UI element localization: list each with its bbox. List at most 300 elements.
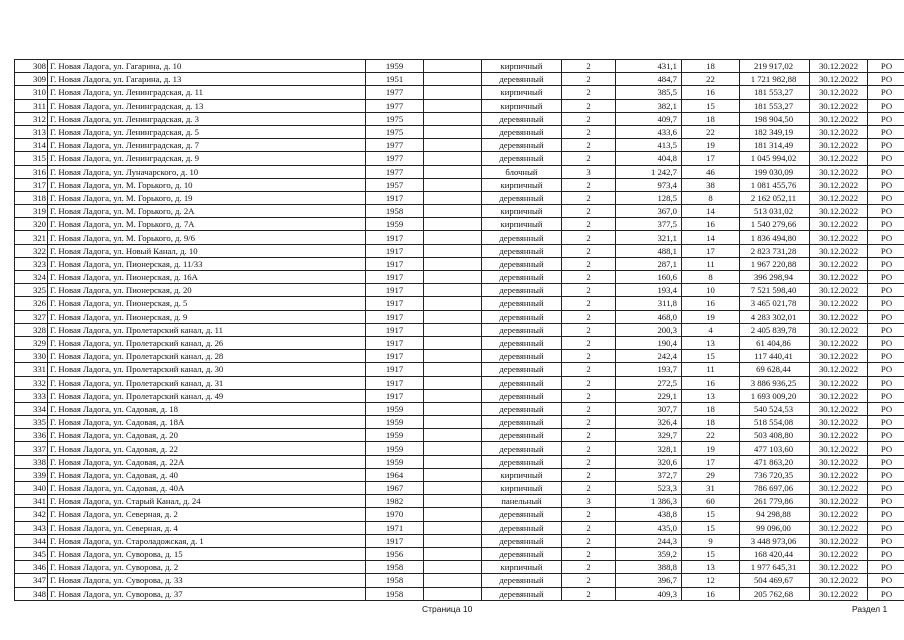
cell-floors: 2: [562, 389, 616, 402]
cell-program: РО: [868, 376, 904, 389]
cell-date: 30.12.2022: [810, 416, 868, 429]
cell-residents: 18: [682, 416, 740, 429]
cell-floors: 2: [562, 323, 616, 336]
cell-program: РО: [868, 257, 904, 270]
cell-address: Г. Новая Ладога, ул. М. Горького, д. 7А: [48, 218, 366, 231]
table-row: [15, 218, 904, 231]
cell-area: 438,8: [616, 508, 682, 521]
cell-area: 193,7: [616, 363, 682, 376]
cell-area: 1 386,3: [616, 495, 682, 508]
cell-date: 30.12.2022: [810, 152, 868, 165]
cell-cost: 513 031,02: [740, 205, 810, 218]
cell-year-built: 1956: [366, 547, 424, 560]
cell-address: Г. Новая Ладога, ул. Пионерская, д. 20: [48, 284, 366, 297]
cell-area: 193,4: [616, 284, 682, 297]
cell-address: Г. Новая Ладога, ул. Суворова, д. 15: [48, 547, 366, 560]
cell-row-number: 317: [15, 178, 48, 191]
cell-date: 30.12.2022: [810, 205, 868, 218]
cell-row-number: 346: [15, 561, 48, 574]
cell-program: РО: [868, 86, 904, 99]
cell-floors: 2: [562, 271, 616, 284]
cell-floors: 2: [562, 336, 616, 349]
cell-residents: 19: [682, 442, 740, 455]
cell-residents: 38: [682, 178, 740, 191]
cell-cost: 1 967 220,88: [740, 257, 810, 270]
cell-row-number: 325: [15, 284, 48, 297]
cell-cost: 1 081 455,76: [740, 178, 810, 191]
cell-floors: 2: [562, 231, 616, 244]
table-row: [15, 323, 904, 336]
cell-blank-cell: [424, 350, 482, 363]
page-number: Страница 10: [422, 604, 473, 614]
table-body: [15, 60, 904, 601]
cell-program: РО: [868, 284, 904, 297]
cell-cost: 261 779,86: [740, 495, 810, 508]
table-row: [15, 191, 904, 204]
cell-wall-material: деревянный: [482, 125, 562, 138]
table-row: [15, 350, 904, 363]
cell-area: 287,1: [616, 257, 682, 270]
cell-date: 30.12.2022: [810, 60, 868, 73]
cell-row-number: 329: [15, 336, 48, 349]
cell-year-built: 1957: [366, 178, 424, 191]
cell-residents: 18: [682, 112, 740, 125]
cell-blank-cell: [424, 191, 482, 204]
cell-area: 367,0: [616, 205, 682, 218]
cell-year-built: 1977: [366, 165, 424, 178]
cell-wall-material: деревянный: [482, 310, 562, 323]
cell-row-number: 322: [15, 244, 48, 257]
cell-program: РО: [868, 587, 904, 600]
cell-row-number: 328: [15, 323, 48, 336]
cell-wall-material: кирпичный: [482, 99, 562, 112]
cell-date: 30.12.2022: [810, 191, 868, 204]
cell-row-number: 342: [15, 508, 48, 521]
cell-year-built: 1951: [366, 73, 424, 86]
cell-floors: 2: [562, 350, 616, 363]
table-row: [15, 257, 904, 270]
cell-year-built: 1977: [366, 139, 424, 152]
cell-cost: 786 697,06: [740, 482, 810, 495]
cell-area: 435,0: [616, 521, 682, 534]
cell-year-built: 1958: [366, 574, 424, 587]
table-row: [15, 482, 904, 495]
cell-wall-material: деревянный: [482, 350, 562, 363]
cell-area: 329,7: [616, 429, 682, 442]
cell-floors: 2: [562, 508, 616, 521]
cell-date: 30.12.2022: [810, 112, 868, 125]
cell-wall-material: деревянный: [482, 442, 562, 455]
cell-cost: 219 917,02: [740, 60, 810, 73]
table-row: [15, 429, 904, 442]
cell-year-built: 1959: [366, 402, 424, 415]
table-row: [15, 112, 904, 125]
table-row: [15, 86, 904, 99]
cell-program: РО: [868, 574, 904, 587]
cell-address: Г. Новая Ладога, ул. Ленинградская, д. 13: [48, 99, 366, 112]
cell-blank-cell: [424, 125, 482, 138]
cell-floors: 2: [562, 521, 616, 534]
cell-row-number: 323: [15, 257, 48, 270]
cell-address: Г. Новая Ладога, ул. Пролетарский канал, д. 28: [48, 350, 366, 363]
cell-year-built: 1917: [366, 350, 424, 363]
cell-floors: 2: [562, 455, 616, 468]
cell-cost: 504 469,67: [740, 574, 810, 587]
cell-blank-cell: [424, 429, 482, 442]
table-row: [15, 389, 904, 402]
cell-area: 409,7: [616, 112, 682, 125]
cell-blank-cell: [424, 271, 482, 284]
cell-program: РО: [868, 297, 904, 310]
cell-date: 30.12.2022: [810, 73, 868, 86]
cell-program: РО: [868, 178, 904, 191]
cell-wall-material: деревянный: [482, 191, 562, 204]
cell-row-number: 311: [15, 99, 48, 112]
table-row: [15, 205, 904, 218]
cell-year-built: 1959: [366, 455, 424, 468]
cell-program: РО: [868, 482, 904, 495]
cell-date: 30.12.2022: [810, 178, 868, 191]
cell-cost: 518 554,08: [740, 416, 810, 429]
cell-date: 30.12.2022: [810, 402, 868, 415]
cell-area: 404,8: [616, 152, 682, 165]
cell-row-number: 339: [15, 468, 48, 481]
cell-blank-cell: [424, 508, 482, 521]
cell-area: 326,4: [616, 416, 682, 429]
cell-program: РО: [868, 389, 904, 402]
cell-wall-material: кирпичный: [482, 86, 562, 99]
cell-floors: 2: [562, 86, 616, 99]
cell-area: 488,1: [616, 244, 682, 257]
cell-row-number: 308: [15, 60, 48, 73]
cell-cost: 117 440,41: [740, 350, 810, 363]
cell-floors: 2: [562, 284, 616, 297]
cell-year-built: 1975: [366, 112, 424, 125]
cell-blank-cell: [424, 244, 482, 257]
cell-wall-material: деревянный: [482, 297, 562, 310]
cell-year-built: 1958: [366, 587, 424, 600]
cell-floors: 2: [562, 244, 616, 257]
cell-floors: 2: [562, 257, 616, 270]
cell-cost: 69 628,44: [740, 363, 810, 376]
cell-floors: 2: [562, 468, 616, 481]
cell-wall-material: кирпичный: [482, 561, 562, 574]
cell-year-built: 1917: [366, 376, 424, 389]
cell-residents: 18: [682, 402, 740, 415]
cell-year-built: 1917: [366, 284, 424, 297]
table-row: [15, 363, 904, 376]
cell-wall-material: деревянный: [482, 389, 562, 402]
cell-wall-material: деревянный: [482, 508, 562, 521]
cell-address: Г. Новая Ладога, ул. Ленинградская, д. 5: [48, 125, 366, 138]
cell-floors: 2: [562, 73, 616, 86]
cell-blank-cell: [424, 442, 482, 455]
cell-date: 30.12.2022: [810, 310, 868, 323]
cell-address: Г. Новая Ладога, ул. Северная, д. 2: [48, 508, 366, 521]
cell-row-number: 340: [15, 482, 48, 495]
cell-residents: 22: [682, 73, 740, 86]
cell-blank-cell: [424, 587, 482, 600]
cell-area: 377,5: [616, 218, 682, 231]
cell-wall-material: деревянный: [482, 587, 562, 600]
cell-program: РО: [868, 561, 904, 574]
cell-area: 200,3: [616, 323, 682, 336]
cell-blank-cell: [424, 376, 482, 389]
cell-year-built: 1917: [366, 336, 424, 349]
cell-program: РО: [868, 547, 904, 560]
cell-program: РО: [868, 416, 904, 429]
cell-area: 396,7: [616, 574, 682, 587]
cell-wall-material: деревянный: [482, 257, 562, 270]
cell-residents: 22: [682, 125, 740, 138]
cell-wall-material: деревянный: [482, 73, 562, 86]
cell-blank-cell: [424, 112, 482, 125]
table-row: [15, 574, 904, 587]
cell-wall-material: деревянный: [482, 244, 562, 257]
cell-residents: 14: [682, 231, 740, 244]
cell-date: 30.12.2022: [810, 547, 868, 560]
cell-blank-cell: [424, 99, 482, 112]
cell-cost: 182 349,19: [740, 125, 810, 138]
cell-program: РО: [868, 336, 904, 349]
table-row: [15, 297, 904, 310]
cell-residents: 11: [682, 363, 740, 376]
cell-cost: 1 977 645,31: [740, 561, 810, 574]
cell-row-number: 310: [15, 86, 48, 99]
cell-program: РО: [868, 112, 904, 125]
cell-area: 320,6: [616, 455, 682, 468]
cell-wall-material: кирпичный: [482, 205, 562, 218]
table-row: [15, 468, 904, 481]
cell-row-number: 326: [15, 297, 48, 310]
cell-wall-material: деревянный: [482, 152, 562, 165]
cell-blank-cell: [424, 455, 482, 468]
cell-cost: 1 540 279,66: [740, 218, 810, 231]
cell-blank-cell: [424, 231, 482, 244]
cell-blank-cell: [424, 534, 482, 547]
cell-residents: 15: [682, 521, 740, 534]
cell-blank-cell: [424, 416, 482, 429]
cell-row-number: 345: [15, 547, 48, 560]
cell-year-built: 1917: [366, 363, 424, 376]
cell-blank-cell: [424, 323, 482, 336]
cell-date: 30.12.2022: [810, 323, 868, 336]
cell-residents: 16: [682, 86, 740, 99]
cell-wall-material: кирпичный: [482, 218, 562, 231]
cell-date: 30.12.2022: [810, 389, 868, 402]
cell-date: 30.12.2022: [810, 429, 868, 442]
cell-residents: 8: [682, 271, 740, 284]
cell-residents: 15: [682, 99, 740, 112]
cell-floors: 2: [562, 205, 616, 218]
cell-area: 160,6: [616, 271, 682, 284]
cell-date: 30.12.2022: [810, 442, 868, 455]
cell-area: 328,1: [616, 442, 682, 455]
cell-blank-cell: [424, 336, 482, 349]
cell-cost: 1 045 994,02: [740, 152, 810, 165]
cell-cost: 61 404,86: [740, 336, 810, 349]
cell-row-number: 348: [15, 587, 48, 600]
cell-year-built: 1958: [366, 561, 424, 574]
cell-blank-cell: [424, 218, 482, 231]
cell-blank-cell: [424, 178, 482, 191]
table-row: [15, 271, 904, 284]
cell-address: Г. Новая Ладога, ул. Пролетарский канал, д. 11: [48, 323, 366, 336]
cell-residents: 18: [682, 60, 740, 73]
cell-residents: 11: [682, 257, 740, 270]
cell-cost: 99 096,00: [740, 521, 810, 534]
cell-residents: 19: [682, 139, 740, 152]
cell-program: РО: [868, 534, 904, 547]
table-row: [15, 284, 904, 297]
cell-address: Г. Новая Ладога, ул. Пионерская, д. 5: [48, 297, 366, 310]
cell-date: 30.12.2022: [810, 271, 868, 284]
cell-residents: 60: [682, 495, 740, 508]
cell-year-built: 1917: [366, 323, 424, 336]
cell-floors: 3: [562, 165, 616, 178]
cell-year-built: 1977: [366, 86, 424, 99]
housing-table: [14, 59, 904, 601]
cell-blank-cell: [424, 60, 482, 73]
cell-residents: 9: [682, 534, 740, 547]
cell-wall-material: деревянный: [482, 416, 562, 429]
cell-program: РО: [868, 152, 904, 165]
table-row: [15, 508, 904, 521]
table-row: [15, 310, 904, 323]
cell-date: 30.12.2022: [810, 534, 868, 547]
cell-area: 229,1: [616, 389, 682, 402]
cell-date: 30.12.2022: [810, 257, 868, 270]
cell-program: РО: [868, 310, 904, 323]
cell-row-number: 320: [15, 218, 48, 231]
table-row: [15, 455, 904, 468]
cell-program: РО: [868, 73, 904, 86]
cell-blank-cell: [424, 468, 482, 481]
cell-wall-material: деревянный: [482, 429, 562, 442]
cell-address: Г. Новая Ладога, ул. Пионерская, д. 11/33: [48, 257, 366, 270]
table-row: [15, 495, 904, 508]
cell-program: РО: [868, 139, 904, 152]
cell-row-number: 314: [15, 139, 48, 152]
cell-row-number: 337: [15, 442, 48, 455]
cell-residents: 17: [682, 152, 740, 165]
cell-address: Г. Новая Ладога, ул. Гагарина, д. 13: [48, 73, 366, 86]
cell-row-number: 347: [15, 574, 48, 587]
cell-wall-material: панельный: [482, 495, 562, 508]
cell-cost: 3 465 021,78: [740, 297, 810, 310]
cell-row-number: 331: [15, 363, 48, 376]
cell-program: РО: [868, 191, 904, 204]
cell-date: 30.12.2022: [810, 139, 868, 152]
cell-year-built: 1959: [366, 60, 424, 73]
cell-blank-cell: [424, 363, 482, 376]
cell-cost: 181 314,49: [740, 139, 810, 152]
cell-residents: 14: [682, 205, 740, 218]
cell-residents: 31: [682, 482, 740, 495]
table-row: [15, 244, 904, 257]
cell-cost: 540 524,53: [740, 402, 810, 415]
cell-cost: 168 420,44: [740, 547, 810, 560]
cell-cost: 181 553,27: [740, 86, 810, 99]
cell-cost: 1 836 494,80: [740, 231, 810, 244]
cell-date: 30.12.2022: [810, 376, 868, 389]
cell-cost: 471 863,20: [740, 455, 810, 468]
cell-cost: 199 030,09: [740, 165, 810, 178]
cell-row-number: 313: [15, 125, 48, 138]
cell-year-built: 1967: [366, 482, 424, 495]
cell-area: 1 242,7: [616, 165, 682, 178]
cell-program: РО: [868, 271, 904, 284]
cell-year-built: 1917: [366, 244, 424, 257]
table-row: [15, 231, 904, 244]
cell-wall-material: кирпичный: [482, 178, 562, 191]
cell-floors: 2: [562, 587, 616, 600]
cell-address: Г. Новая Ладога, ул. Садовая, д. 18А: [48, 416, 366, 429]
cell-year-built: 1959: [366, 442, 424, 455]
cell-address: Г. Новая Ладога, ул. Ленинградская, д. 9: [48, 152, 366, 165]
cell-cost: 7 521 598,40: [740, 284, 810, 297]
cell-date: 30.12.2022: [810, 508, 868, 521]
cell-wall-material: деревянный: [482, 336, 562, 349]
cell-year-built: 1982: [366, 495, 424, 508]
cell-blank-cell: [424, 297, 482, 310]
table-row: [15, 521, 904, 534]
cell-residents: 15: [682, 547, 740, 560]
cell-year-built: 1971: [366, 521, 424, 534]
cell-program: РО: [868, 244, 904, 257]
cell-date: 30.12.2022: [810, 125, 868, 138]
cell-row-number: 309: [15, 73, 48, 86]
cell-cost: 198 904,50: [740, 112, 810, 125]
cell-floors: 2: [562, 191, 616, 204]
cell-year-built: 1917: [366, 534, 424, 547]
cell-floors: 2: [562, 376, 616, 389]
cell-date: 30.12.2022: [810, 231, 868, 244]
cell-address: Г. Новая Ладога, ул. Новый Канал, д. 10: [48, 244, 366, 257]
cell-floors: 2: [562, 574, 616, 587]
cell-year-built: 1970: [366, 508, 424, 521]
cell-area: 244,3: [616, 534, 682, 547]
cell-year-built: 1917: [366, 310, 424, 323]
cell-address: Г. Новая Ладога, ул. Пролетарский канал, д. 26: [48, 336, 366, 349]
table-row: [15, 587, 904, 600]
cell-area: 484,7: [616, 73, 682, 86]
cell-floors: 3: [562, 495, 616, 508]
table-row: [15, 178, 904, 191]
cell-area: 272,5: [616, 376, 682, 389]
table-row: [15, 402, 904, 415]
cell-residents: 15: [682, 350, 740, 363]
cell-address: Г. Новая Ладога, ул. Ленинградская, д. 3: [48, 112, 366, 125]
cell-cost: 181 553,27: [740, 99, 810, 112]
cell-floors: 2: [562, 442, 616, 455]
cell-address: Г. Новая Ладога, ул. Суворова, д. 37: [48, 587, 366, 600]
cell-program: РО: [868, 442, 904, 455]
cell-blank-cell: [424, 205, 482, 218]
cell-program: РО: [868, 521, 904, 534]
cell-program: РО: [868, 60, 904, 73]
cell-date: 30.12.2022: [810, 284, 868, 297]
cell-date: 30.12.2022: [810, 561, 868, 574]
cell-blank-cell: [424, 561, 482, 574]
cell-address: Г. Новая Ладога, ул. Садовая, д. 18: [48, 402, 366, 415]
cell-address: Г. Новая Ладога, ул. Садовая, д. 22А: [48, 455, 366, 468]
cell-program: РО: [868, 165, 904, 178]
cell-floors: 2: [562, 482, 616, 495]
cell-year-built: 1917: [366, 257, 424, 270]
cell-wall-material: кирпичный: [482, 482, 562, 495]
cell-floors: 2: [562, 429, 616, 442]
